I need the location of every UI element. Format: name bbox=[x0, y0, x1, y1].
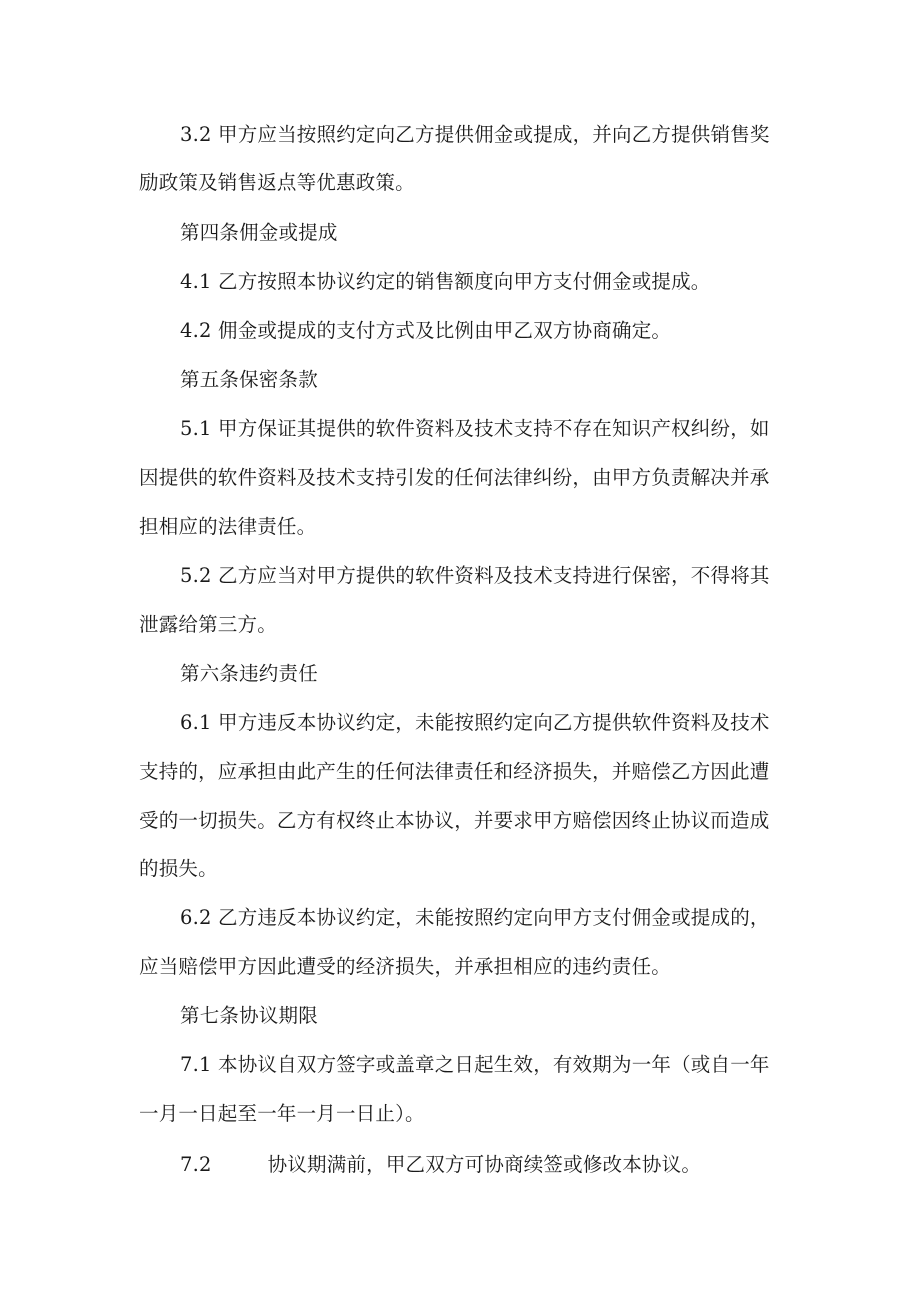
clause-7-2-text: 协议期满前，甲乙双方可协商续签或修改本协议。 bbox=[267, 1153, 702, 1176]
clause-7-1-line-1: 7.1 本协议自双方签字或盖章之日起生效，有效期为一年（或自一年 bbox=[180, 1053, 770, 1076]
clause-5-2-line-2: 泄露给第三方。 bbox=[139, 613, 277, 636]
heading-article-7: 第七条协议期限 bbox=[180, 1004, 318, 1027]
clause-5-1-line-2: 因提供的软件资料及技术支持引发的任何法律纠纷，由甲方负责解决并承 bbox=[139, 466, 770, 489]
clause-4-1: 4.1 乙方按照本协议约定的销售额度向甲方支付佣金或提成。 bbox=[180, 270, 711, 293]
clause-7-2 bbox=[180, 1153, 701, 1177]
clause-6-2-line-2: 应当赔偿甲方因此遭受的经济损失，并承担相应的违约责任。 bbox=[139, 955, 671, 978]
clause-5-2-line-1: 5.2 乙方应当对甲方提供的软件资料及技术支持进行保密，不得将其 bbox=[180, 564, 770, 587]
heading-article-5: 第五条保密条款 bbox=[180, 368, 318, 391]
clause-5-1-line-1: 5.1 甲方保证其提供的软件资料及技术支持不存在知识产权纠纷，如 bbox=[180, 417, 770, 440]
clause-6-2-line-1: 6.2 乙方违反本协议约定，未能按照约定向甲方支付佣金或提成的， bbox=[180, 906, 770, 929]
clause-7-2-number: 7.2 bbox=[180, 1153, 212, 1176]
clause-4-2: 4.2 佣金或提成的支付方式及比例由甲乙双方协商确定。 bbox=[180, 319, 672, 342]
clause-6-1-line-2: 支持的，应承担由此产生的任何法律责任和经济损失，并赔偿乙方因此遭 bbox=[139, 760, 770, 783]
clause-6-1-line-4: 的损失。 bbox=[139, 857, 218, 880]
clause-6-1-line-3: 受的一切损失。乙方有权终止本协议，并要求甲方赔偿因终止协议而造成 bbox=[139, 809, 770, 832]
clause-3-2-line-1: 3.2 甲方应当按照约定向乙方提供佣金或提成，并向乙方提供销售奖 bbox=[180, 123, 770, 146]
clause-6-1-line-1: 6.1 甲方违反本协议约定，未能按照约定向乙方提供软件资料及技术 bbox=[180, 711, 770, 734]
clause-7-1-line-2: 一月一日起至一年一月一日止）。 bbox=[139, 1102, 425, 1125]
clause-5-1-line-3: 担相应的法律责任。 bbox=[139, 515, 317, 538]
clause-3-2-line-2: 励政策及销售返点等优惠政策。 bbox=[139, 171, 415, 194]
heading-article-6: 第六条违约责任 bbox=[180, 662, 318, 685]
heading-article-4: 第四条佣金或提成 bbox=[180, 221, 338, 244]
